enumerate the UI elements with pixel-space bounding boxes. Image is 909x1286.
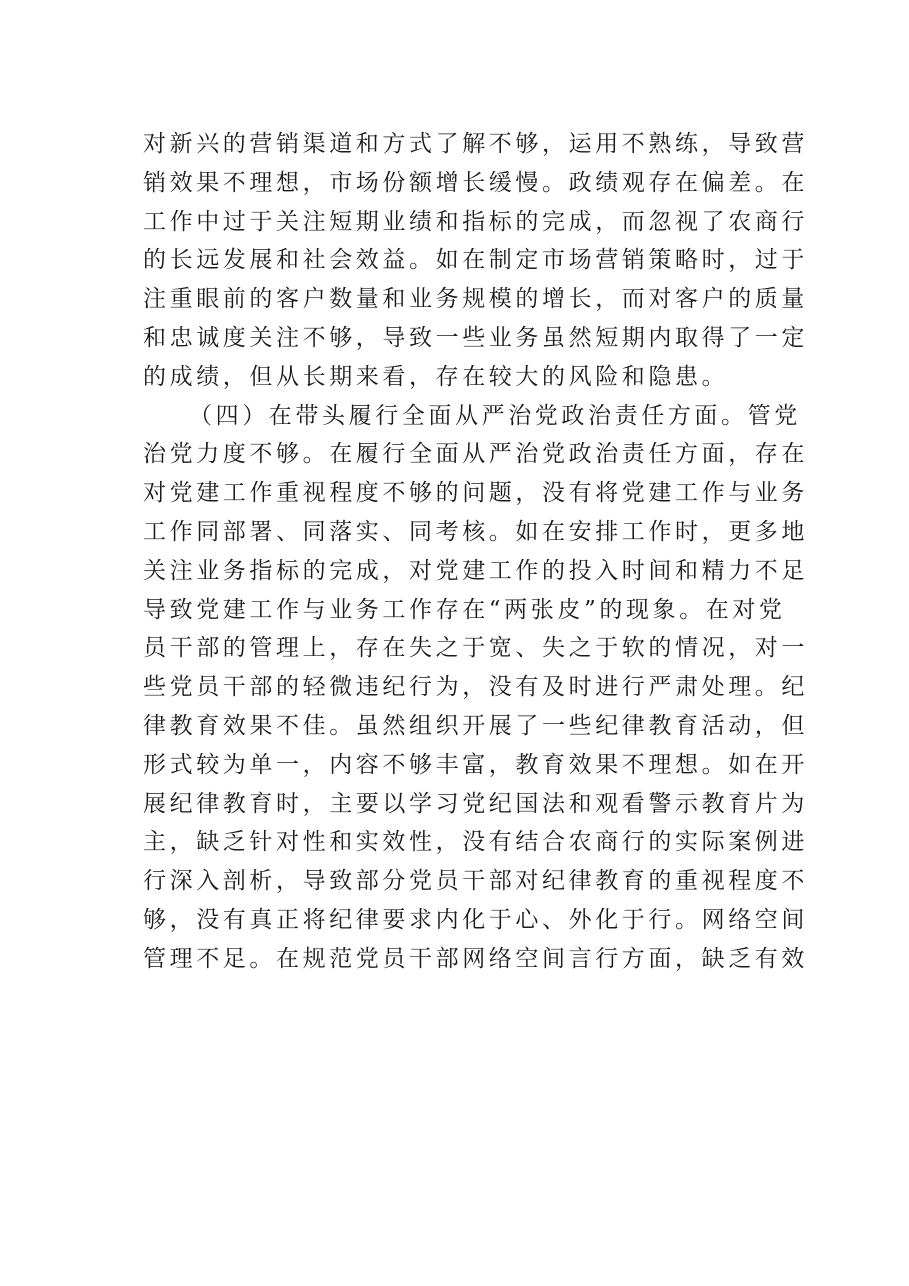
text-line: 的成绩，但从长期来看，存在较大的风险和隐患。 (143, 363, 729, 390)
text-line: 管理不足。在规范党员干部网络空间言行方面，缺乏有效 (143, 945, 808, 972)
text-line: 行深入剖析，导致部分党员干部对纪律教育的重视程度不 (143, 868, 808, 895)
body-text (143, 125, 808, 979)
text-line: 展纪律教育时，主要以学习党纪国法和观看警示教育片为 (143, 790, 808, 817)
text-line: 工作同部署、同落实、同考核。如在安排工作时，更多地 (143, 518, 808, 545)
text-line: 销效果不理想，市场份额增长缓慢。政绩观存在偏差。在 (143, 169, 808, 196)
text-line: 员干部的管理上，存在失之于宽、失之于软的情况，对一 (143, 635, 808, 662)
text-line: 对党建工作重视程度不够的问题，没有将党建工作与业务 (143, 480, 808, 507)
text-line: 治党力度不够。在履行全面从严治党政治责任方面，存在 (143, 441, 808, 468)
text-line: 主，缺乏针对性和实效性，没有结合农商行的实际案例进 (143, 829, 808, 856)
text-line: 注重眼前的客户数量和业务规模的增长，而对客户的质量 (143, 286, 808, 313)
text-line: 够，没有真正将纪律要求内化于心、外化于行。网络空间 (143, 906, 808, 933)
text-line: 律教育效果不佳。虽然组织开展了一些纪律教育活动，但 (143, 712, 808, 739)
text-line: 关注业务指标的完成，对党建工作的投入时间和精力不足 (143, 557, 808, 584)
text-line: 些党员干部的轻微违纪行为，没有及时进行严肃处理。纪 (143, 674, 808, 701)
text-line: 形式较为单一，内容不够丰富，教育效果不理想。如在开 (143, 751, 808, 778)
section-heading-line: （四）在带头履行全面从严治党政治责任方面。管党 (189, 402, 801, 429)
text-line: 工作中过于关注短期业绩和指标的完成，而忽视了农商行 (143, 208, 808, 235)
text-line: 导致党建工作与业务工作存在“两张皮”的现象。在对党 (143, 596, 786, 623)
text-line: 对新兴的营销渠道和方式了解不够，运用不熟练，导致营 (143, 131, 808, 157)
text-line: 和忠诚度关注不够，导致一些业务虽然短期内取得了一定 (143, 324, 808, 351)
text-line: 的长远发展和社会效益。如在制定市场营销策略时，过于 (143, 247, 808, 274)
